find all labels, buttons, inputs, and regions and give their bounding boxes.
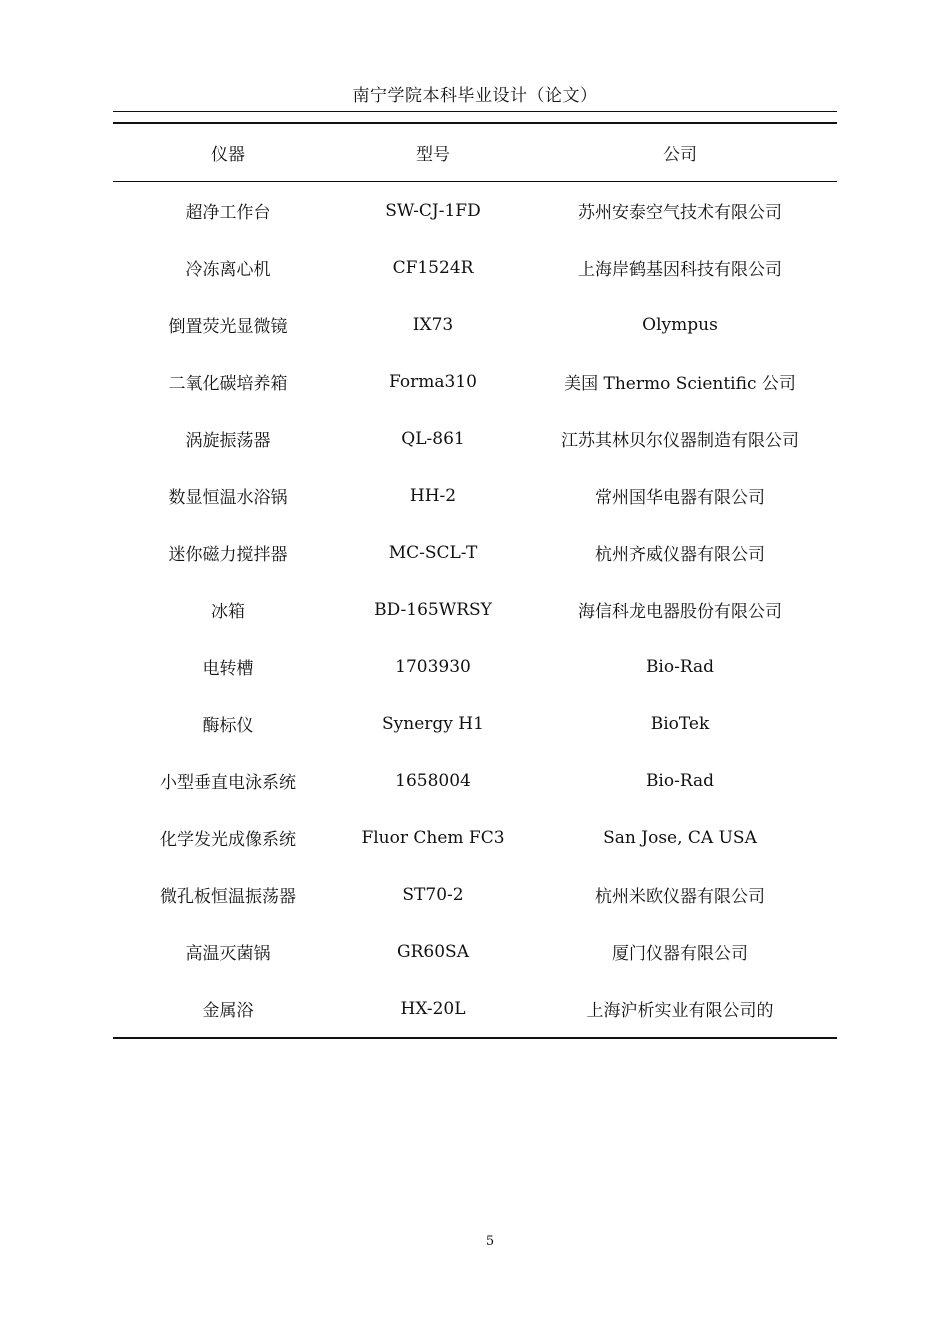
- column-header-model: 型号: [416, 145, 450, 165]
- table-row: [113, 410, 837, 467]
- cell-company: 常州国华电器有限公司: [595, 488, 765, 508]
- cell-model: IX73: [412, 314, 454, 335]
- cell-model: Synergy H1: [382, 713, 484, 734]
- cell-model: HX-20L: [400, 998, 466, 1019]
- table-row: [113, 923, 837, 980]
- cell-instrument: 小型垂直电泳系统: [160, 773, 296, 793]
- instrument-table: [113, 122, 837, 1039]
- cell-instrument: 数显恒温水浴锅: [168, 488, 288, 508]
- table-row: [113, 695, 837, 752]
- cell-instrument: 金属浴: [202, 1001, 254, 1021]
- table-row: [113, 524, 837, 581]
- cell-model: CF1524R: [392, 257, 474, 278]
- cell-company: 江苏其林贝尔仪器制造有限公司: [561, 431, 799, 451]
- table-row: [113, 980, 837, 1038]
- cell-company: Olympus: [642, 314, 718, 335]
- table-row: [113, 239, 837, 296]
- cell-company: 厦门仪器有限公司: [612, 944, 748, 964]
- cell-model: ST70-2: [402, 884, 464, 905]
- cell-instrument: 冰箱: [211, 602, 245, 622]
- cell-model: 1658004: [395, 770, 471, 791]
- cell-company: 海信科龙电器股份有限公司: [578, 602, 782, 622]
- table-body: [113, 182, 837, 1039]
- cell-model: HH-2: [409, 485, 457, 506]
- cell-model: Forma310: [389, 371, 477, 392]
- cell-instrument: 电转槽: [202, 659, 254, 679]
- cell-company: Bio-Rad: [645, 770, 715, 791]
- table-row: [113, 752, 837, 809]
- cell-instrument: 涡旋振荡器: [185, 431, 271, 451]
- table-row: [113, 638, 837, 695]
- cell-instrument: 冷冻离心机: [185, 260, 271, 280]
- cell-instrument: 超净工作台: [185, 203, 271, 223]
- cell-company: 杭州齐威仪器有限公司: [595, 545, 765, 565]
- cell-model: QL-861: [401, 428, 465, 449]
- table-row: [113, 353, 837, 410]
- cell-instrument: 化学发光成像系统: [160, 830, 296, 850]
- cell-company: 上海沪析实业有限公司的: [586, 1001, 774, 1021]
- cell-instrument: 倒置荧光显微镜: [168, 317, 288, 337]
- table-row: [113, 296, 837, 353]
- table-row: [113, 182, 837, 240]
- cell-company: Bio-Rad: [645, 656, 715, 677]
- cell-model: 1703930: [395, 656, 471, 677]
- table-row: [113, 866, 837, 923]
- table-row: [113, 581, 837, 638]
- column-header-company: 公司: [663, 145, 697, 165]
- cell-company: 杭州米欧仪器有限公司: [595, 887, 765, 907]
- cell-instrument: 微孔板恒温振荡器: [160, 887, 296, 907]
- cell-model: SW-CJ-1FD: [385, 200, 481, 221]
- header-rule: [113, 111, 837, 112]
- cell-model: MC-SCL-T: [388, 542, 478, 563]
- cell-model: GR60SA: [397, 941, 469, 962]
- cell-instrument: 二氧化碳培养箱: [168, 374, 288, 394]
- cell-instrument: 高温灭菌锅: [185, 944, 271, 964]
- column-header-instrument: 仪器: [211, 145, 245, 165]
- cell-instrument: 迷你磁力搅拌器: [168, 545, 288, 565]
- cell-company: 苏州安泰空气技术有限公司: [578, 203, 782, 223]
- cell-company: San Jose, CA USA: [603, 827, 757, 848]
- page-number: 5: [485, 1234, 495, 1249]
- cell-model: BD-165WRSY: [374, 599, 492, 620]
- cell-model: Fluor Chem FC3: [361, 827, 505, 848]
- table-row: [113, 467, 837, 524]
- table-header-row: [113, 123, 837, 182]
- cell-company: BioTek: [650, 713, 710, 734]
- cell-instrument: 酶标仪: [202, 716, 254, 736]
- instrument-table-container: [113, 122, 837, 1039]
- cell-company: 美国 Thermo Scientific 公司: [564, 374, 796, 394]
- running-header: 南宁学院本科毕业设计（论文）: [352, 86, 598, 106]
- table-row: [113, 809, 837, 866]
- cell-company: 上海岸鹤基因科技有限公司: [578, 260, 782, 280]
